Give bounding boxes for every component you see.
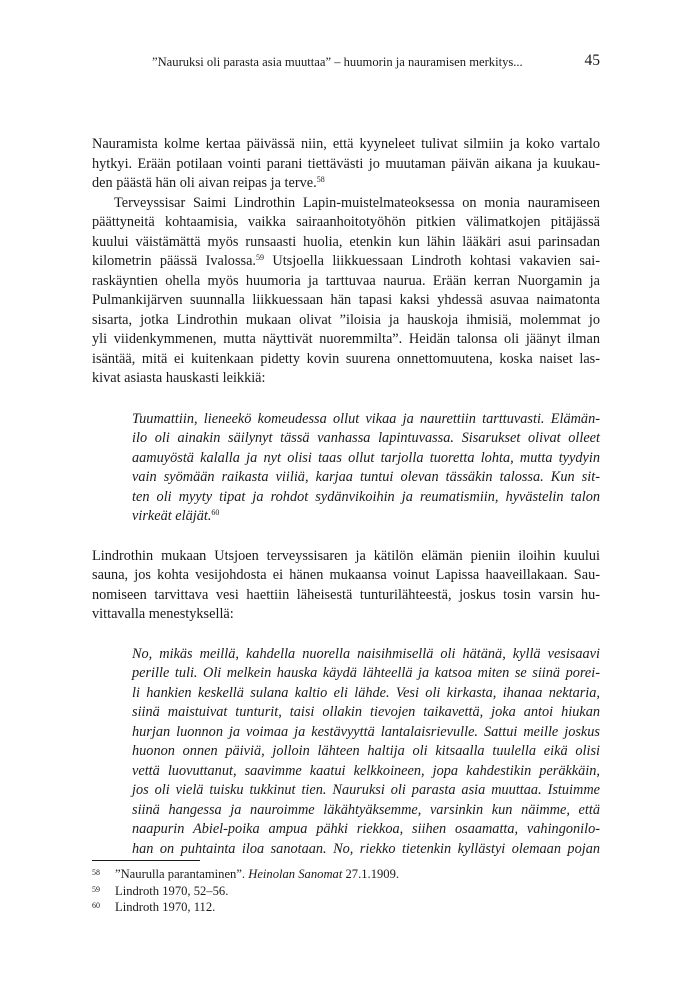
block-quote-2: [132, 645, 600, 860]
footnote-number: 58: [92, 868, 100, 877]
text-line: [92, 252, 600, 272]
footnote-date: 27.1.1909.: [345, 867, 400, 881]
footnote-divider: [92, 860, 200, 861]
text-line: nomiseen tarvittava vesi haettiin läheisestä tunturilähteestä, joskus tosin varsin hu-: [92, 586, 600, 603]
text-segment: den päästä hän oli aivan reipas ja terve.: [92, 175, 317, 191]
quote-line: perille tuli. Oli melkein hauska käydä lähteellä ja katsoa miten se siinä porei-: [132, 665, 600, 681]
footnotes: [92, 866, 600, 916]
quote-line: hurjan luonnon ja voimaa ja kestävyyttä lantalaisrievulle. Sattui meille joskus: [132, 723, 600, 740]
text-line: Terveyssisar Saimi Lindrothin Lapin-muistelmateoksessa on monia nauramiseen: [114, 194, 600, 211]
text-line: [92, 174, 600, 194]
footnote-59: [92, 883, 600, 900]
footnote-text: Lindroth 1970, 112.: [115, 900, 216, 914]
text-line: sisarta, jotka Lindrothin mukaan olivat ”iloisia ja hauskoja ihmisiä, molemmat jo: [92, 311, 600, 328]
running-head: ”Nauruksi oli parasta asia muuttaa” – huumorin ja nauramisen merkitys...: [152, 55, 523, 69]
quote-line: [132, 507, 600, 527]
footnote-quote: ”Naurulla parantaminen”.: [115, 867, 246, 881]
text-line: päättyneitä kohtaamisia, vaikka sairaanhoitotyöhön pitkien välimatkojen pitäjässä: [92, 214, 600, 230]
quote-line: Tuumattiin, lieneekö komeudessa ollut vikaa ja naurettiin tarttuvasti. Elämän-: [132, 410, 600, 427]
quote-line: han on puhtainta iloa sanotaan. No, riekko tietenkin kyllästyi olemaan pojan: [132, 840, 600, 857]
block-quote-1: [132, 410, 600, 527]
quote-line: vain syömään raikasta viiliä, karjaa tuntui olevan tässäkin talossa. Kun sit-: [132, 469, 600, 485]
text-line: sauna, jos kohta vesijohdosta ei hänen mukaansa voinut Lapissa haaveillakaan. Sau-: [92, 567, 600, 583]
quote-line: aamuyöstä kalalla ja nyt olisi taas ollut tarjolla tuoretta lohta, mutta tyydyin: [132, 449, 600, 466]
text-segment: Utsjoella liikkuessaan Lindroth kohtasi vakavien sai-: [264, 253, 600, 269]
footnote-ref[interactable]: 59: [256, 253, 265, 262]
footnote-60: [92, 899, 600, 916]
text-line: vittavalla menestyksellä:: [92, 606, 234, 622]
spacer: [92, 389, 600, 410]
spacer: [92, 625, 600, 645]
quote-line: ten oli myyty tipat ja rohdot sydänvikoihin ja reumatismiin, hyvästelin talon: [132, 488, 600, 505]
quote-line: li hankien keskellä sulana kaltio eli lähde. Vesi oli kirkasta, ihanaa nektaria,: [132, 684, 600, 701]
text-line: kivat asiasta hauskasti leikkiä:: [92, 370, 266, 386]
footnote-ref[interactable]: 58: [316, 175, 325, 184]
quote-line: No, mikäs meillä, kahdella nuorella naisihmisellä oli hätänä, kyllä vesisaavi: [132, 645, 600, 662]
quote-line: huonon onnen päiviä, jolloin lähteen haltija oli kitsaalla tuulella eikä olisi: [132, 743, 600, 759]
page-header: [92, 52, 600, 72]
spacer: [92, 527, 600, 547]
text-line: Lindrothin mukaan Utsjoen terveyssisaren ja kätilön elämän pieniin iloihin kuului: [92, 547, 600, 564]
text-line: hytkyi. Erään potilaan vointi parani tiettävästi jo muutaman päivän aikana ja kuukau-: [92, 155, 600, 172]
footnote-ref[interactable]: 60: [211, 508, 220, 517]
text-line: kuului väistämättä myös runsaasti huolia, etenkin kun lähin lääkäri asui parinsadan: [92, 233, 600, 250]
quote-line: jos oli vielä tuisku tukkinut tien. Nauruksi oli parasta asia muuttaa. Istuimme: [132, 782, 600, 798]
text-line: Nauramista kolme kertaa päivässä niin, että kyyneleet tulivat silmiin ja koko vartalo: [92, 136, 600, 152]
quote-line: ilo oli ainakin säilynyt tässä vanhassa lapintuvassa. Sisarukset olivat olleet: [132, 430, 600, 446]
footnote-text: [115, 866, 399, 883]
text-line: Pulmankijärven suunnalla liikkuessaan hän tapasi kaksi yhdessä asuvaa naimatonta: [92, 292, 600, 308]
quote-line: vettä luovuttanut, saavimme kaatui kelkkoineen, jopa kahdestikin peräkkäin,: [132, 762, 600, 779]
footnote-text: Lindroth 1970, 52–56.: [115, 883, 229, 898]
body-text: [92, 135, 600, 859]
text-line: yli viidenkymmenen, mutta näyttivät nuoremmilta”. Heidän talonsa oli jäänyt ilman: [92, 331, 600, 347]
paragraph-2: [92, 194, 600, 389]
footnote-58: [92, 866, 600, 883]
text-segment: virkeät eläjät.: [132, 508, 212, 524]
quote-line: naapurin Abiel-poika ampua pähki riekkoa, siihen osaamatta, vahingonilo-: [132, 821, 600, 837]
text-line: isäntää, mitä ei kuitenkaan pidetty kovin suurena onnettomuutena, koska naiset las-: [92, 350, 600, 367]
page-number: 45: [584, 52, 600, 69]
footnote-number: 59: [92, 884, 100, 894]
footnote-source: Heinolan Sanomat: [248, 867, 343, 881]
text-segment: kilometrin päässä Ivalossa.: [92, 253, 257, 269]
text-line: raskäyntien ohella myös huumoria ja tarttuvaa naurua. Erään kerran Nuorgamin ja: [92, 272, 600, 289]
quote-line: siinä hangessa ja nauroimme läkähtyäksemme, varsinkin kun näimme, että: [132, 801, 600, 818]
paragraph-1: [92, 135, 600, 194]
paragraph-3: [92, 547, 600, 625]
footnote-number: 60: [92, 901, 100, 910]
quote-line: siinä maistuivat tunturit, taisi ollakin tievojen taikavettä, joka antoi hiukan: [132, 704, 600, 720]
